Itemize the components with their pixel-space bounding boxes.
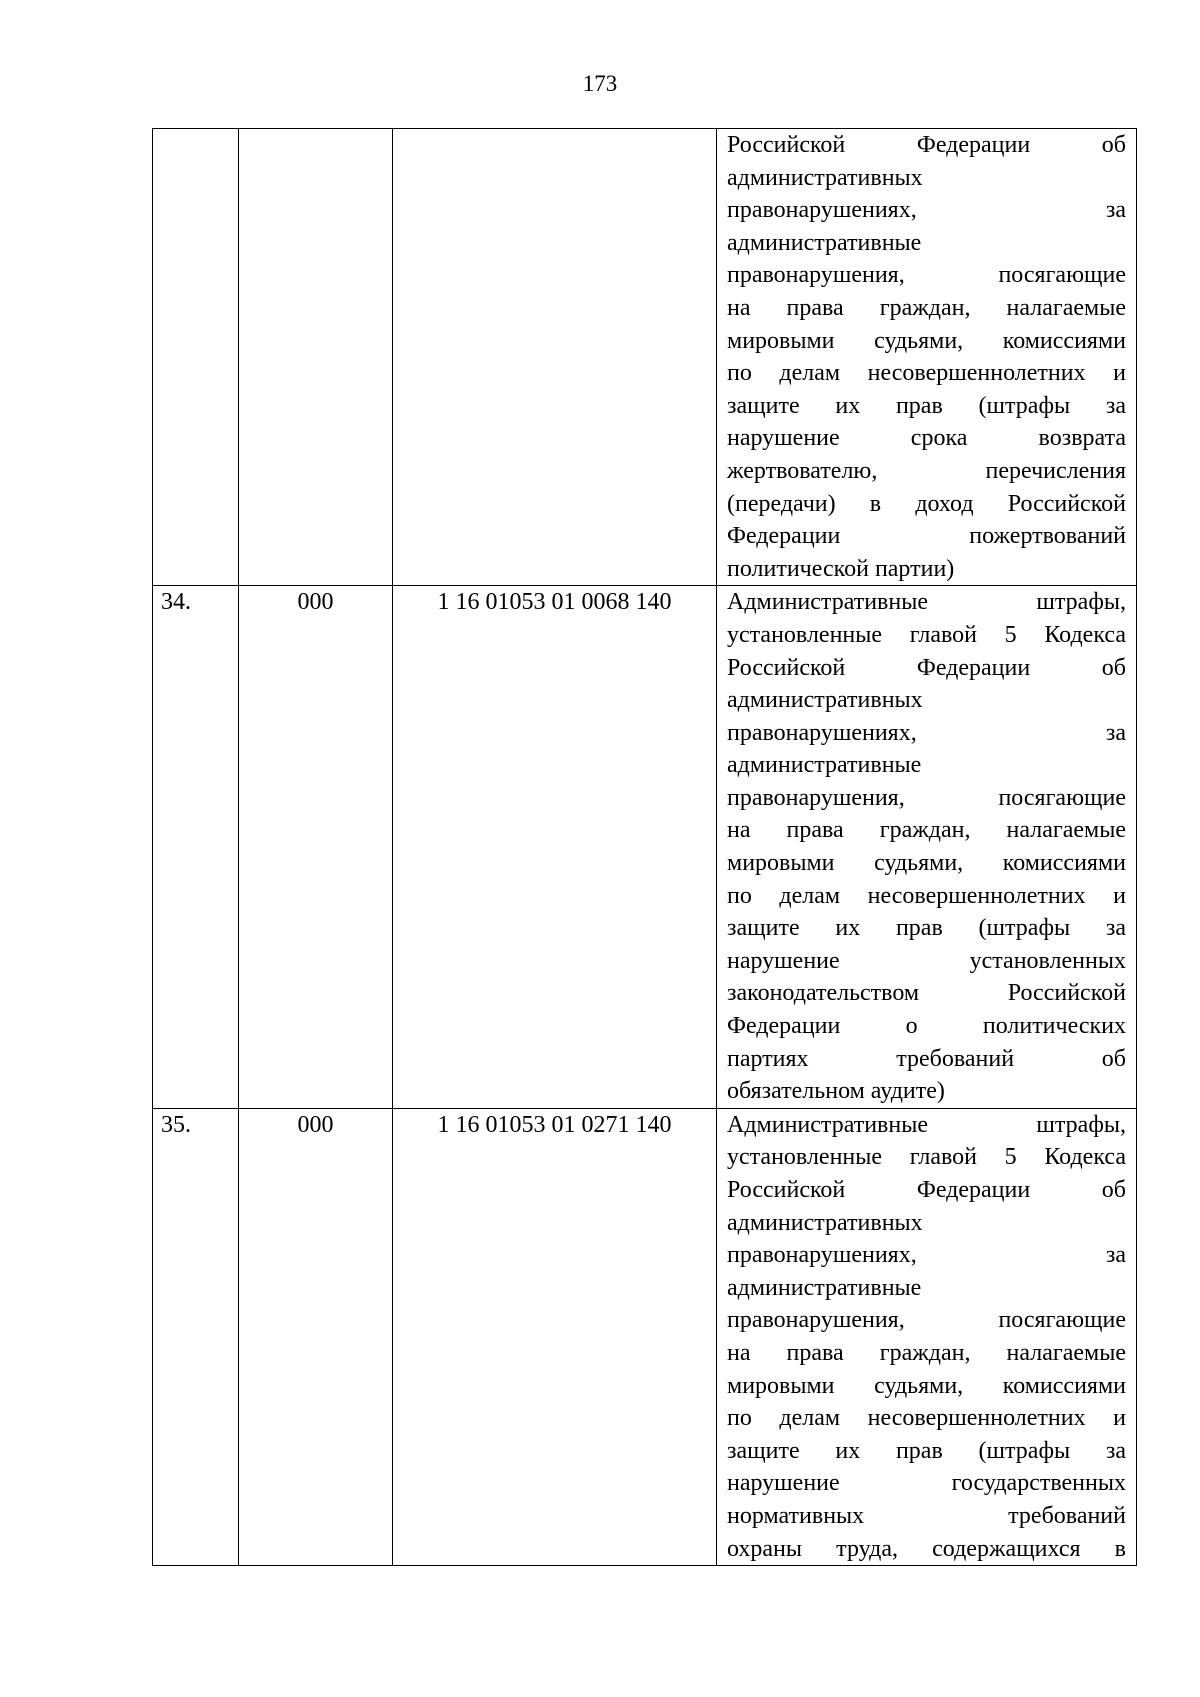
description-line: нормативных требований (727, 1502, 1126, 1529)
kbk-code-cell: 1 16 01053 01 0271 140 (393, 1108, 717, 1565)
description-line: Федерации пожертвований (727, 523, 1126, 550)
description-line: законодательством Российской (727, 980, 1126, 1007)
description-line: правонарушения, посягающие (727, 1307, 1126, 1334)
description-line: правонарушениях, за (727, 719, 1126, 746)
description-line: административных (727, 687, 923, 714)
description-line: жертвователю, перечисления (727, 457, 1126, 484)
description-line: установленные главой 5 Кодекса (727, 1144, 1126, 1171)
kbk-code-cell (393, 129, 717, 586)
description-line: охраны труда, содержащихся в (727, 1535, 1126, 1562)
description-line: (передачи) в доход Российской (727, 490, 1126, 517)
description-line: на права граждан, налагаемые (727, 294, 1126, 321)
document-table (152, 128, 1137, 1566)
description-cell (717, 129, 1137, 586)
description-line: на права граждан, налагаемые (727, 1339, 1126, 1366)
admin-code-cell: 000 (239, 1108, 393, 1565)
description-line: мировыми судьями, комиссиями (727, 1372, 1126, 1399)
description-cell (717, 586, 1137, 1109)
description-line: Российской Федерации об (727, 654, 1126, 681)
description-line: правонарушениях, за (727, 1242, 1126, 1269)
description-line: по делам несовершеннолетних и (727, 360, 1126, 387)
table-row (153, 586, 1137, 1109)
description-line: по делам несовершеннолетних и (727, 882, 1126, 909)
description-line: нарушение установленных (727, 947, 1126, 974)
description-line: политической партии) (727, 555, 955, 582)
description-line: Федерации о политических (727, 1013, 1126, 1040)
description-line: административные (727, 1274, 922, 1301)
description-line: Административные штрафы, (727, 589, 1126, 616)
admin-code-cell: 000 (239, 586, 393, 1109)
row-number-cell: 34. (153, 586, 239, 1109)
description-line: партиях требований об (727, 1045, 1126, 1072)
admin-code-cell (239, 129, 393, 586)
description-line: защите их прав (штрафы за (727, 915, 1126, 942)
table-row (153, 1108, 1137, 1565)
description-line: по делам несовершеннолетних и (727, 1405, 1126, 1432)
row-number-cell: 35. (153, 1108, 239, 1565)
row-number-cell (153, 129, 239, 586)
description-line: Административные штрафы, (727, 1111, 1126, 1138)
description-cell (717, 1108, 1137, 1565)
description-line: правонарушения, посягающие (727, 784, 1126, 811)
description-line: защите их прав (штрафы за (727, 1437, 1126, 1464)
description-line: Российской Федерации об (727, 1177, 1126, 1203)
description-line: нарушение срока возврата (727, 425, 1126, 452)
description-line: административных (727, 1209, 923, 1236)
description-line: Российской Федерации об (727, 132, 1126, 158)
description-line: административных (727, 164, 923, 191)
description-line: мировыми судьями, комиссиями (727, 327, 1126, 354)
kbk-code-cell: 1 16 01053 01 0068 140 (393, 586, 717, 1109)
description-line: обязательном аудите) (727, 1078, 945, 1105)
description-line: установленные главой 5 Кодекса (727, 621, 1126, 648)
description-line: административные (727, 229, 922, 256)
page-number: 173 (582, 71, 618, 96)
description-line: нарушение государственных (727, 1470, 1126, 1497)
description-line: на права граждан, налагаемые (727, 817, 1126, 844)
description-line: мировыми судьями, комиссиями (727, 850, 1126, 877)
description-line: правонарушения, посягающие (727, 262, 1126, 289)
table-row (153, 129, 1137, 586)
description-line: административные (727, 752, 922, 779)
description-line: правонарушениях, за (727, 197, 1126, 224)
description-line: защите их прав (штрафы за (727, 392, 1126, 419)
